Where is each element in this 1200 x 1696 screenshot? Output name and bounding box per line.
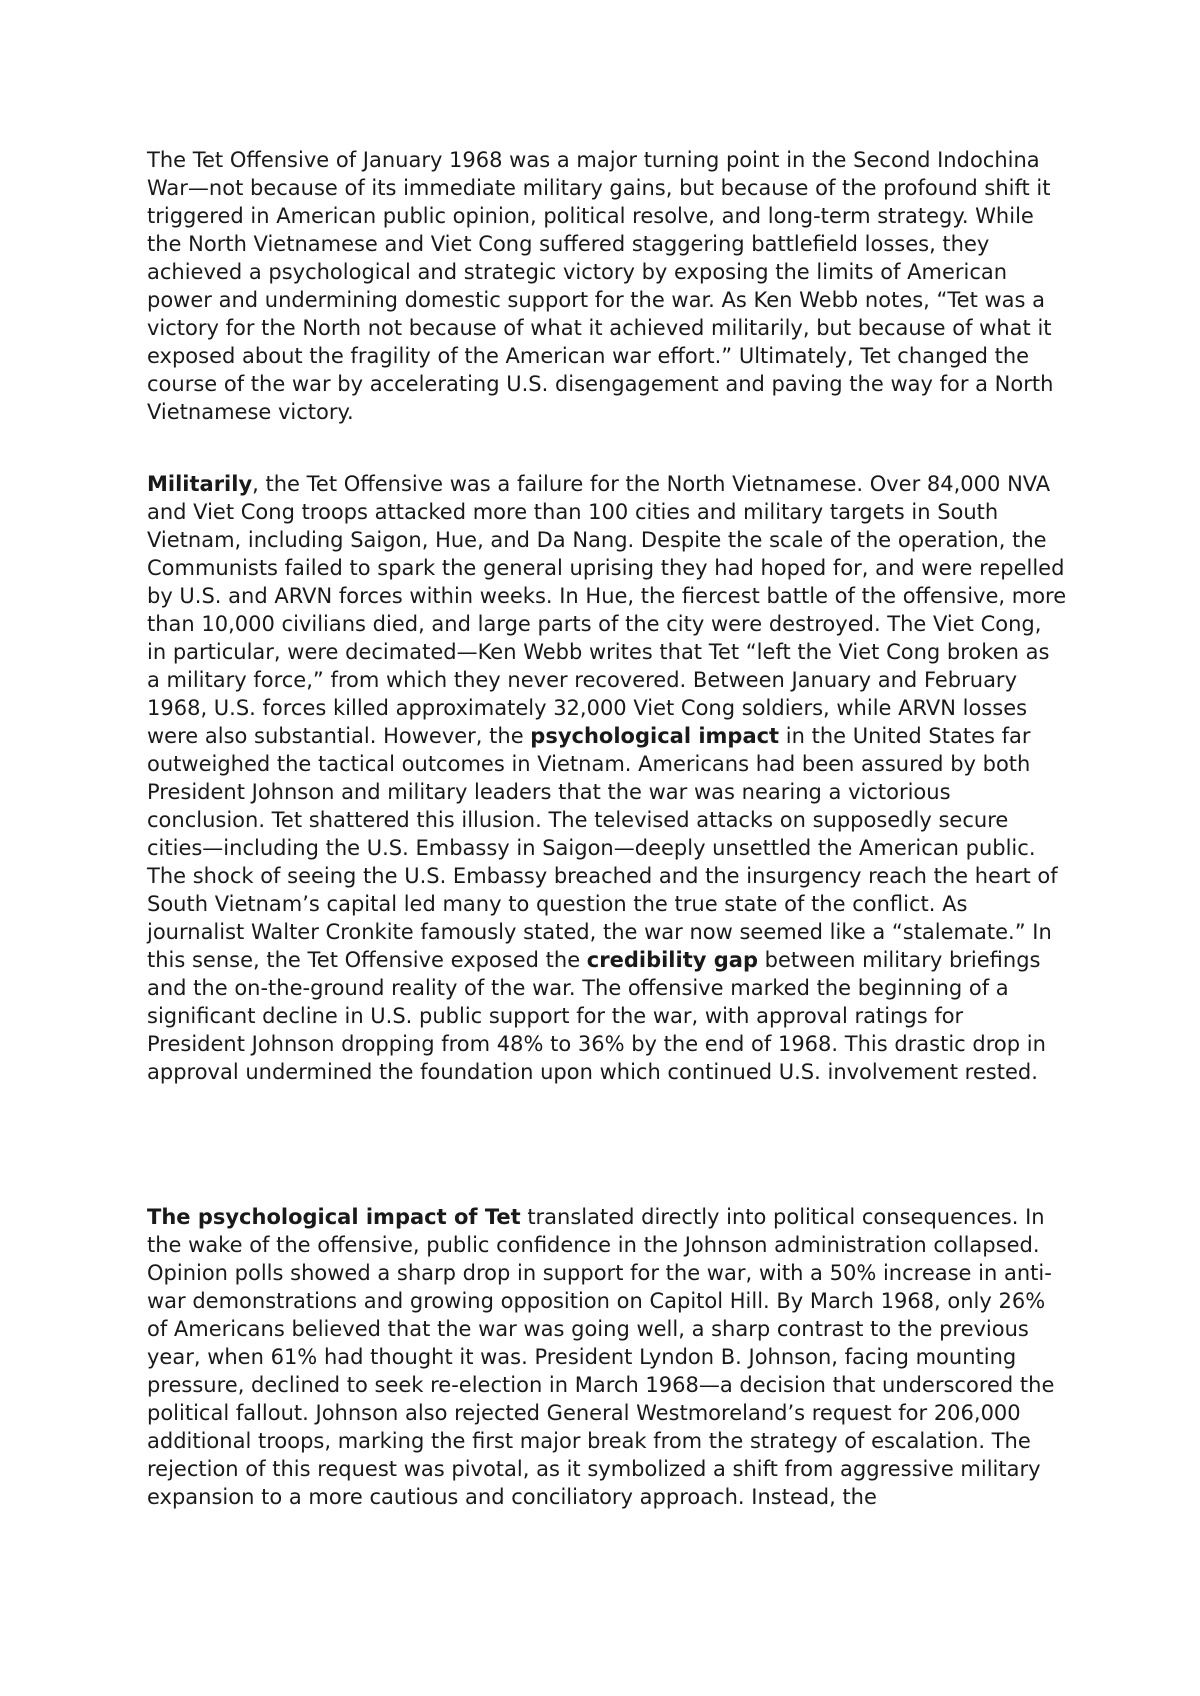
paragraph-intro <box>147 146 1067 426</box>
bold-term-credibility-gap: credibility gap <box>586 948 758 972</box>
paragraph-military <box>147 470 1067 1086</box>
paragraph-military-part2: in the United States far outweighed the tactical outcomes in Vietnam. Americans had been assured by both President Johnson and military leaders that the war was nearing a victorious conclusion. Tet shattered this illusion. The televised attacks on supposedly secure cities—including the U.S. Embassy in Saigon—deeply unsettled the American public. The shock of seeing the U.S. Embassy breached and the insurgency reach the heart of South Vietnam’s capital led many to question the true state of the conflict. As journalist Walter Cronkite famously stated, the war now seemed like a “stalemate.” In this sense, the Tet Offensive exposed the <box>147 724 1058 972</box>
paragraph-political-part1: translated directly into political consequences. In the wake of the offensive, public confidence in the Johnson administration collapsed. Opinion polls showed a sharp drop in support for the war, with a 50% increase in anti-war demonstrations and growing opposition on Capitol Hill. By March 1968, only 26% of Americans believed that the war was going well, a sharp contrast to the previous year, when 61% had thought it was. President Lyndon B. Johnson, facing mounting pressure, declined to seek re-election in March 1968—a decision that underscored the political fallout. Johnson also rejected General Westmoreland’s request for 206,000 additional troops, marking the first major break from the strategy of escalation. The rejection of this request was pivotal, as it symbolized a shift from aggressive military expansion to a more cautious and conciliatory approach. Instead, the <box>147 1205 1055 1509</box>
bold-term-psychological-impact-of-tet: The psychological impact of Tet <box>147 1205 521 1229</box>
bold-term-psychological-impact: psychological impact <box>530 724 780 748</box>
paragraph-military-text <box>147 470 1067 1086</box>
bold-term-militarily: Militarily <box>147 472 253 496</box>
paragraph-political-text <box>147 1203 1067 1511</box>
paragraph-intro-text: The Tet Offensive of January 1968 was a major turning point in the Second Indochina War—not because of its immediate military gains, but because of the profound shift it triggered in American public opinion, political resolve, and long-term strategy. While the North Vietnamese and Viet Cong suffered staggering battlefield losses, they achieved a psychological and strategic victory by exposing the limits of American power and undermining domestic support for the war. As Ken Webb notes, “Tet was a victory for the North not because of what it achieved militarily, but because of what it exposed about the fragility of the American war effort.” Ultimately, Tet changed the course of the war by accelerating U.S. disengagement and paving the way for a North Vietnamese victory. <box>147 148 1054 424</box>
paragraph-political <box>147 1203 1067 1511</box>
paragraph-military-part3: between military briefings and the on-the-ground reality of the war. The offensive marked the beginning of a significant decline in U.S. public support for the war, with approval ratings for President Johnson dropping from 48% to 36% by the end of 1968. This drastic drop in approval undermined the foundation upon which continued U.S. involvement rested. <box>147 948 1046 1084</box>
paragraph-military-part1: , the Tet Offensive was a failure for the North Vietnamese. Over 84,000 NVA and Viet Cong troops attacked more than 100 cities and military targets in South Vietnam, including Saigon, Hue, and Da Nang. Despite the scale of the operation, the Communists failed to spark the general uprising they had hoped for, and were repelled by U.S. and ARVN forces within weeks. In Hue, the fiercest battle of the offensive, more than 10,000 civilians died, and large parts of the city were destroyed. The Viet Cong, in particular, were decimated—Ken Webb writes that Tet “left the Viet Cong broken as a military force,” from which they never recovered. Between January and February 1968, U.S. forces killed approximately 32,000 Viet Cong soldiers, while ARVN losses were also substantial. However, the <box>147 472 1067 748</box>
